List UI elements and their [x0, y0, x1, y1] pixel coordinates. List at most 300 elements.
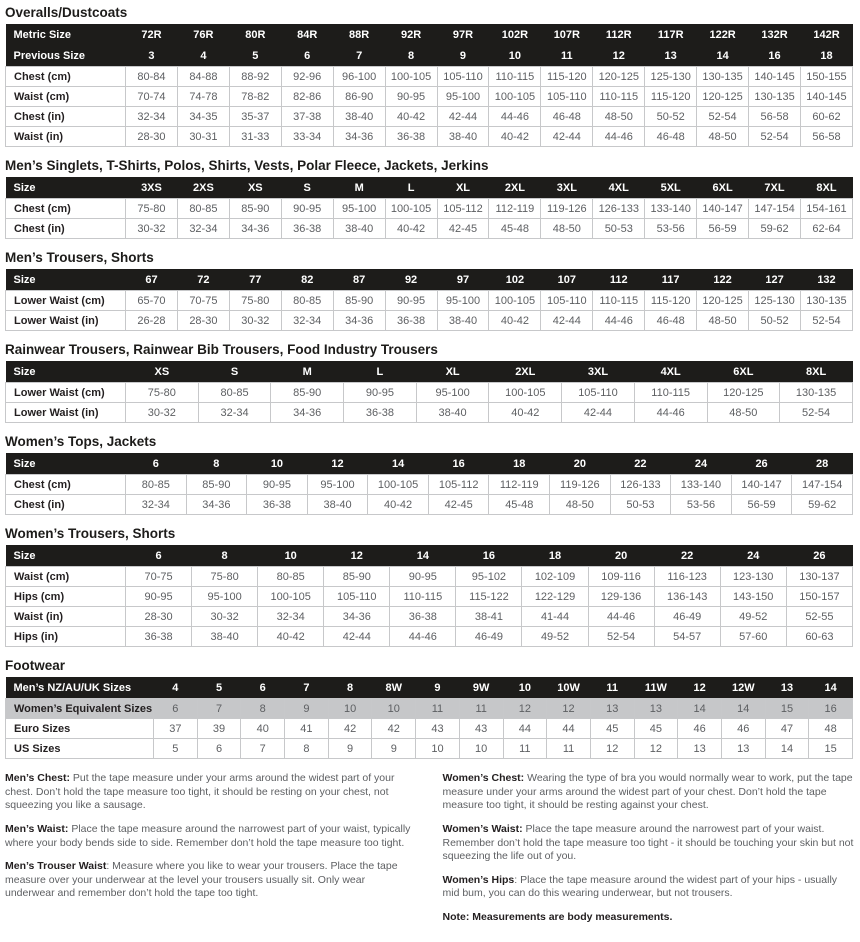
size-value-cell: 13 — [678, 739, 722, 759]
size-header-cell: 7 — [333, 45, 385, 67]
size-header-cell: 6 — [126, 545, 192, 567]
size-header-cell: 6XL — [697, 177, 749, 199]
table-row — [6, 87, 853, 107]
size-header-cell: 26 — [731, 453, 792, 475]
size-value-cell: 115-120 — [541, 67, 593, 87]
size-value-cell: 50-53 — [593, 219, 645, 239]
measurement-note — [5, 860, 417, 901]
size-value-cell: 53-56 — [671, 495, 732, 515]
size-value-cell: 42-44 — [562, 403, 635, 423]
size-header-cell: L — [344, 361, 417, 383]
size-value-cell: 52-54 — [780, 403, 853, 423]
header-row — [6, 453, 853, 475]
size-value-cell: 112-119 — [489, 475, 550, 495]
size-header-cell: 4 — [154, 677, 198, 699]
size-header-cell: 97 — [437, 269, 489, 291]
size-section — [5, 658, 854, 759]
size-header-cell: 24 — [720, 545, 786, 567]
size-value-cell: 40-42 — [385, 219, 437, 239]
size-value-cell: 90-95 — [385, 87, 437, 107]
size-header-cell: 6 — [241, 677, 285, 699]
size-header-cell: 2XL — [489, 177, 541, 199]
header-row — [6, 177, 853, 199]
size-value-cell: 147-154 — [749, 199, 801, 219]
size-header-cell: 122 — [697, 269, 749, 291]
size-value-cell: 50-52 — [645, 107, 697, 127]
size-value-cell: 126-133 — [610, 475, 671, 495]
size-value-cell: 9 — [285, 699, 329, 719]
size-value-cell: 110-115 — [593, 87, 645, 107]
size-value-cell: 65-70 — [126, 291, 178, 311]
size-value-cell: 12 — [590, 739, 634, 759]
size-header-cell: 77 — [229, 269, 281, 291]
size-value-cell: 10 — [416, 739, 460, 759]
size-table — [5, 453, 853, 515]
row-label: Chest (cm) — [6, 199, 126, 219]
size-value-cell: 74-78 — [177, 87, 229, 107]
size-value-cell: 48-50 — [697, 127, 749, 147]
size-header-cell: 24 — [671, 453, 732, 475]
note-lead: Men’s Trouser Waist — [5, 860, 107, 873]
size-header-cell: 67 — [126, 269, 178, 291]
size-value-cell: 46-48 — [645, 127, 697, 147]
header-row-label: Metric Size — [6, 24, 126, 45]
notes-right-column — [443, 772, 855, 925]
size-value-cell: 49-52 — [522, 627, 588, 647]
size-value-cell: 150-155 — [800, 67, 852, 87]
note-lead: Men’s Waist: — [5, 822, 69, 835]
size-value-cell: 85-90 — [271, 383, 344, 403]
size-section — [5, 342, 854, 423]
size-value-cell: 11 — [547, 739, 591, 759]
size-header-cell: 72 — [177, 269, 229, 291]
size-value-cell: 90-95 — [126, 587, 192, 607]
size-value-cell: 52-55 — [786, 607, 852, 627]
header-row — [6, 45, 853, 67]
size-value-cell: 147-154 — [792, 475, 853, 495]
size-value-cell: 136-143 — [654, 587, 720, 607]
size-value-cell: 75-80 — [192, 567, 258, 587]
size-section — [5, 158, 854, 239]
size-header-cell: 12 — [593, 45, 645, 67]
size-header-cell: S — [281, 177, 333, 199]
size-value-cell: 59-62 — [792, 495, 853, 515]
size-header-cell: 9 — [416, 677, 460, 699]
row-label: Hips (in) — [6, 627, 126, 647]
size-header-cell: 8 — [186, 453, 247, 475]
size-value-cell: 38-40 — [333, 107, 385, 127]
note-lead: Women’s Hips — [442, 873, 515, 886]
note-text: Wearing the type of bra you would normally wear to work, put the tape measure under your arms around the widest part of your chest. Don’t hold the tape measure too tight, it should be resting against your chest. — [442, 772, 853, 812]
row-label: Waist (cm) — [6, 567, 126, 587]
size-value-cell: 38-40 — [333, 219, 385, 239]
size-value-cell: 45 — [634, 719, 678, 739]
size-header-cell: 12 — [678, 677, 722, 699]
size-value-cell: 7 — [197, 699, 241, 719]
size-header-cell: 12 — [307, 453, 368, 475]
size-value-cell: 48-50 — [697, 311, 749, 331]
size-value-cell: 116-123 — [654, 567, 720, 587]
size-header-cell: 13 — [645, 45, 697, 67]
size-value-cell: 40-42 — [489, 311, 541, 331]
size-value-cell: 100-105 — [385, 199, 437, 219]
size-value-cell: 110-115 — [489, 67, 541, 87]
row-label: Waist (cm) — [6, 87, 126, 107]
size-value-cell: 15 — [765, 699, 809, 719]
note-lead: Men’s Chest: — [5, 772, 70, 784]
size-value-cell: 48-50 — [541, 219, 593, 239]
note-text: Put the tape measure under your arms around the widest part of your chest. Don’t hold the tape measure too tight, it should be resting on your chest, not squeezing you like a sausage. — [5, 772, 395, 812]
size-value-cell: 95-100 — [437, 87, 489, 107]
note-text: : Measure where you like to wear your trousers. Place the tape measure over your underwear at the level your trousers usually sit. Only wear underwear and remember don’t hold the tape too tight. — [5, 860, 398, 900]
header-row-label: Size — [6, 269, 126, 291]
size-header-cell: M — [271, 361, 344, 383]
size-value-cell: 32-34 — [281, 311, 333, 331]
size-value-cell: 46 — [721, 719, 765, 739]
size-header-cell: 16 — [456, 545, 522, 567]
size-value-cell: 52-54 — [749, 127, 801, 147]
size-value-cell: 150-157 — [786, 587, 852, 607]
size-value-cell: 42-44 — [541, 127, 593, 147]
size-value-cell: 7 — [241, 739, 285, 759]
size-header-cell: 10 — [247, 453, 308, 475]
size-value-cell: 85-90 — [229, 199, 281, 219]
size-value-cell: 60-62 — [800, 107, 852, 127]
section-title: Men’s Trousers, Shorts — [5, 250, 154, 265]
size-value-cell: 43 — [416, 719, 460, 739]
size-value-cell: 80-85 — [258, 567, 324, 587]
size-value-cell: 30-32 — [229, 311, 281, 331]
size-value-cell: 120-125 — [697, 291, 749, 311]
size-header-cell: 18 — [800, 45, 852, 67]
size-value-cell: 34-36 — [333, 127, 385, 147]
size-value-cell: 47 — [765, 719, 809, 739]
size-value-cell: 38-41 — [456, 607, 522, 627]
size-value-cell: 54-57 — [654, 627, 720, 647]
size-value-cell: 49-52 — [720, 607, 786, 627]
size-header-cell: 16 — [428, 453, 489, 475]
size-value-cell: 40 — [241, 719, 285, 739]
size-value-cell: 115-120 — [645, 87, 697, 107]
size-value-cell: 26-28 — [126, 311, 178, 331]
size-header-cell: 117R — [645, 24, 697, 45]
table-row — [6, 475, 853, 495]
size-value-cell: 42-45 — [437, 219, 489, 239]
size-value-cell: 11 — [503, 739, 547, 759]
size-value-cell: 13 — [721, 739, 765, 759]
size-value-cell: 90-95 — [281, 199, 333, 219]
size-value-cell: 125-130 — [645, 67, 697, 87]
size-header-cell: 8XL — [800, 177, 852, 199]
size-value-cell: 46-48 — [541, 107, 593, 127]
size-header-cell: 14 — [697, 45, 749, 67]
size-value-cell: 16 — [809, 699, 853, 719]
size-value-cell: 45-48 — [489, 495, 550, 515]
header-row-label: Previous Size — [6, 45, 126, 67]
size-value-cell: 30-32 — [126, 403, 199, 423]
size-value-cell: 90-95 — [344, 383, 417, 403]
size-value-cell: 85-90 — [324, 567, 390, 587]
size-value-cell: 130-135 — [780, 383, 853, 403]
size-value-cell: 56-59 — [731, 495, 792, 515]
size-value-cell: 90-95 — [247, 475, 308, 495]
row-label: Women’s Equivalent Sizes — [6, 699, 154, 719]
header-row — [6, 545, 853, 567]
section-title: Women’s Tops, Jackets — [5, 434, 157, 449]
section-title: Women’s Trousers, Shorts — [5, 526, 176, 541]
size-value-cell: 119-126 — [541, 199, 593, 219]
size-header-cell: 107 — [541, 269, 593, 291]
table-row — [6, 587, 853, 607]
size-value-cell: 112-119 — [489, 199, 541, 219]
row-label: Chest (in) — [6, 107, 126, 127]
size-value-cell: 44-46 — [634, 403, 707, 423]
size-value-cell: 42-44 — [324, 627, 390, 647]
header-row-label: Size — [6, 361, 126, 383]
size-header-cell: S — [198, 361, 271, 383]
size-value-cell: 10 — [372, 699, 416, 719]
row-label: Waist (in) — [6, 607, 126, 627]
size-header-cell: 5 — [197, 677, 241, 699]
size-value-cell: 95-100 — [307, 475, 368, 495]
size-value-cell: 45 — [590, 719, 634, 739]
size-header-cell: 8W — [372, 677, 416, 699]
note-lead: Women’s Chest: — [442, 772, 525, 784]
row-label: Lower Waist (cm) — [6, 383, 126, 403]
size-header-cell: 3XL — [541, 177, 593, 199]
size-value-cell: 34-36 — [186, 495, 247, 515]
size-header-cell: 92R — [385, 24, 437, 45]
size-header-cell: 84R — [281, 24, 333, 45]
size-header-cell: 9W — [459, 677, 503, 699]
size-value-cell: 38-40 — [307, 495, 368, 515]
size-header-cell: 26 — [786, 545, 852, 567]
size-value-cell: 40-42 — [489, 403, 562, 423]
table-row — [6, 67, 853, 87]
size-value-cell: 105-110 — [541, 291, 593, 311]
size-header-cell: XS — [229, 177, 281, 199]
size-header-cell: 87 — [333, 269, 385, 291]
size-header-cell: 14 — [390, 545, 456, 567]
size-value-cell: 126-133 — [593, 199, 645, 219]
size-header-cell: 10 — [503, 677, 547, 699]
size-value-cell: 100-105 — [368, 475, 429, 495]
size-header-cell: 14 — [809, 677, 853, 699]
size-header-cell: 12 — [324, 545, 390, 567]
size-value-cell: 80-85 — [177, 199, 229, 219]
size-value-cell: 12 — [634, 739, 678, 759]
size-header-cell: 6XL — [707, 361, 780, 383]
header-row-label: Men’s NZ/AU/UK Sizes — [6, 677, 154, 699]
size-value-cell: 90-95 — [385, 291, 437, 311]
size-value-cell: 59-62 — [749, 219, 801, 239]
size-value-cell: 13 — [590, 699, 634, 719]
size-value-cell: 86-90 — [333, 87, 385, 107]
measurement-note — [5, 772, 417, 813]
size-value-cell: 40-42 — [385, 107, 437, 127]
section-title: Overalls/Dustcoats — [5, 5, 128, 20]
size-value-cell: 120-125 — [593, 67, 645, 87]
size-value-cell: 37-38 — [281, 107, 333, 127]
size-header-cell: 92 — [385, 269, 437, 291]
size-value-cell: 85-90 — [333, 291, 385, 311]
size-value-cell: 75-80 — [126, 199, 178, 219]
size-value-cell: 36-38 — [344, 403, 417, 423]
size-value-cell: 109-116 — [588, 567, 654, 587]
size-value-cell: 38-40 — [437, 127, 489, 147]
size-value-cell: 95-100 — [192, 587, 258, 607]
size-value-cell: 100-105 — [489, 383, 562, 403]
table-row — [6, 383, 853, 403]
size-value-cell: 70-75 — [177, 291, 229, 311]
size-value-cell: 105-112 — [428, 475, 489, 495]
size-value-cell: 43 — [459, 719, 503, 739]
size-value-cell: 38-40 — [416, 403, 489, 423]
size-value-cell: 28-30 — [126, 127, 178, 147]
size-header-cell: 13 — [765, 677, 809, 699]
row-label: Chest (cm) — [6, 67, 126, 87]
size-header-cell: 112 — [593, 269, 645, 291]
size-value-cell: 32-34 — [126, 107, 178, 127]
size-value-cell: 48-50 — [593, 107, 645, 127]
size-value-cell: 10 — [459, 739, 503, 759]
size-value-cell: 100-105 — [489, 87, 541, 107]
size-header-cell: 4XL — [593, 177, 645, 199]
size-value-cell: 28-30 — [126, 607, 192, 627]
row-label: Chest (in) — [6, 219, 126, 239]
size-value-cell: 40-42 — [368, 495, 429, 515]
size-table — [5, 24, 853, 147]
size-value-cell: 40-42 — [489, 127, 541, 147]
size-value-cell: 14 — [765, 739, 809, 759]
size-value-cell: 95-100 — [437, 291, 489, 311]
row-label: Euro Sizes — [6, 719, 154, 739]
size-section — [5, 434, 854, 515]
size-table — [5, 269, 853, 331]
size-value-cell: 46-48 — [645, 311, 697, 331]
size-header-cell: 132 — [800, 269, 852, 291]
size-value-cell: 32-34 — [126, 495, 187, 515]
header-row-label: Size — [6, 453, 126, 475]
size-value-cell: 90-95 — [390, 567, 456, 587]
size-value-cell: 56-59 — [697, 219, 749, 239]
size-value-cell: 6 — [154, 699, 198, 719]
size-value-cell: 40-42 — [258, 627, 324, 647]
size-value-cell: 120-125 — [707, 383, 780, 403]
size-value-cell: 44-46 — [390, 627, 456, 647]
table-row — [6, 739, 853, 759]
size-value-cell: 38-40 — [437, 311, 489, 331]
size-value-cell: 50-53 — [610, 495, 671, 515]
size-value-cell: 100-105 — [489, 291, 541, 311]
size-value-cell: 36-38 — [247, 495, 308, 515]
size-header-cell: 97R — [437, 24, 489, 45]
size-value-cell: 44-46 — [588, 607, 654, 627]
size-value-cell: 15 — [809, 739, 853, 759]
size-value-cell: 32-34 — [177, 219, 229, 239]
size-value-cell: 12 — [503, 699, 547, 719]
size-value-cell: 32-34 — [198, 403, 271, 423]
size-value-cell: 120-125 — [697, 87, 749, 107]
size-value-cell: 130-135 — [800, 291, 852, 311]
note-text: Place the tape measure around the narrowest part of your waist. Remember don’t hold the tape measure too tight - it should be touching your skin but not squeezing the life out of you. — [442, 822, 854, 863]
size-header-cell: 122R — [697, 24, 749, 45]
size-header-cell: 76R — [177, 24, 229, 45]
table-row — [6, 403, 853, 423]
size-value-cell: 95-100 — [333, 199, 385, 219]
size-value-cell: 80-85 — [126, 475, 187, 495]
size-value-cell: 133-140 — [671, 475, 732, 495]
size-value-cell: 105-110 — [437, 67, 489, 87]
size-header-cell: 127 — [749, 269, 801, 291]
size-value-cell: 44 — [547, 719, 591, 739]
size-value-cell: 9 — [328, 739, 372, 759]
table-row — [6, 199, 853, 219]
size-header-cell: XS — [126, 361, 199, 383]
size-table — [5, 361, 853, 423]
size-value-cell: 48-50 — [550, 495, 611, 515]
size-value-cell: 123-130 — [720, 567, 786, 587]
size-value-cell: 88-92 — [229, 67, 281, 87]
size-header-cell: 5 — [229, 45, 281, 67]
size-header-cell: 8XL — [780, 361, 853, 383]
size-value-cell: 60-63 — [786, 627, 852, 647]
size-header-cell: 7XL — [749, 177, 801, 199]
size-value-cell: 95-102 — [456, 567, 522, 587]
table-row — [6, 627, 853, 647]
row-label: Lower Waist (in) — [6, 403, 126, 423]
size-value-cell: 42 — [328, 719, 372, 739]
size-value-cell: 140-145 — [749, 67, 801, 87]
size-value-cell: 70-74 — [126, 87, 178, 107]
size-value-cell: 35-37 — [229, 107, 281, 127]
section-title: Rainwear Trousers, Rainwear Bib Trousers, Food Industry Trousers — [5, 342, 438, 357]
table-row — [6, 567, 853, 587]
size-header-cell: 16 — [749, 45, 801, 67]
measurement-note — [443, 874, 855, 901]
table-row — [6, 107, 853, 127]
size-value-cell: 154-161 — [800, 199, 852, 219]
header-row-label: Size — [6, 545, 126, 567]
size-header-cell: 18 — [522, 545, 588, 567]
size-table — [5, 545, 853, 647]
header-row — [6, 269, 853, 291]
row-label: US Sizes — [6, 739, 154, 759]
table-row — [6, 699, 853, 719]
size-value-cell: 6 — [197, 739, 241, 759]
size-value-cell: 110-115 — [634, 383, 707, 403]
size-header-cell: 4 — [177, 45, 229, 67]
row-label: Chest (in) — [6, 495, 126, 515]
table-row — [6, 495, 853, 515]
size-value-cell: 52-54 — [800, 311, 852, 331]
size-header-cell: 28 — [792, 453, 853, 475]
measurement-note — [5, 823, 417, 850]
size-value-cell: 34-36 — [333, 311, 385, 331]
size-header-cell: 10 — [258, 545, 324, 567]
size-header-cell: 7 — [285, 677, 329, 699]
size-value-cell: 11 — [416, 699, 460, 719]
size-value-cell: 8 — [241, 699, 285, 719]
size-value-cell: 62-64 — [800, 219, 852, 239]
size-header-cell: XL — [416, 361, 489, 383]
size-header-cell: 10W — [547, 677, 591, 699]
size-value-cell: 31-33 — [229, 127, 281, 147]
note-text: : Place the tape measure around the widest part of your hips - usually mid bum, you can do this wearing underwear, but not trousers. — [442, 873, 838, 900]
size-header-cell: 20 — [550, 453, 611, 475]
size-value-cell: 46-49 — [456, 627, 522, 647]
size-value-cell: 100-105 — [385, 67, 437, 87]
